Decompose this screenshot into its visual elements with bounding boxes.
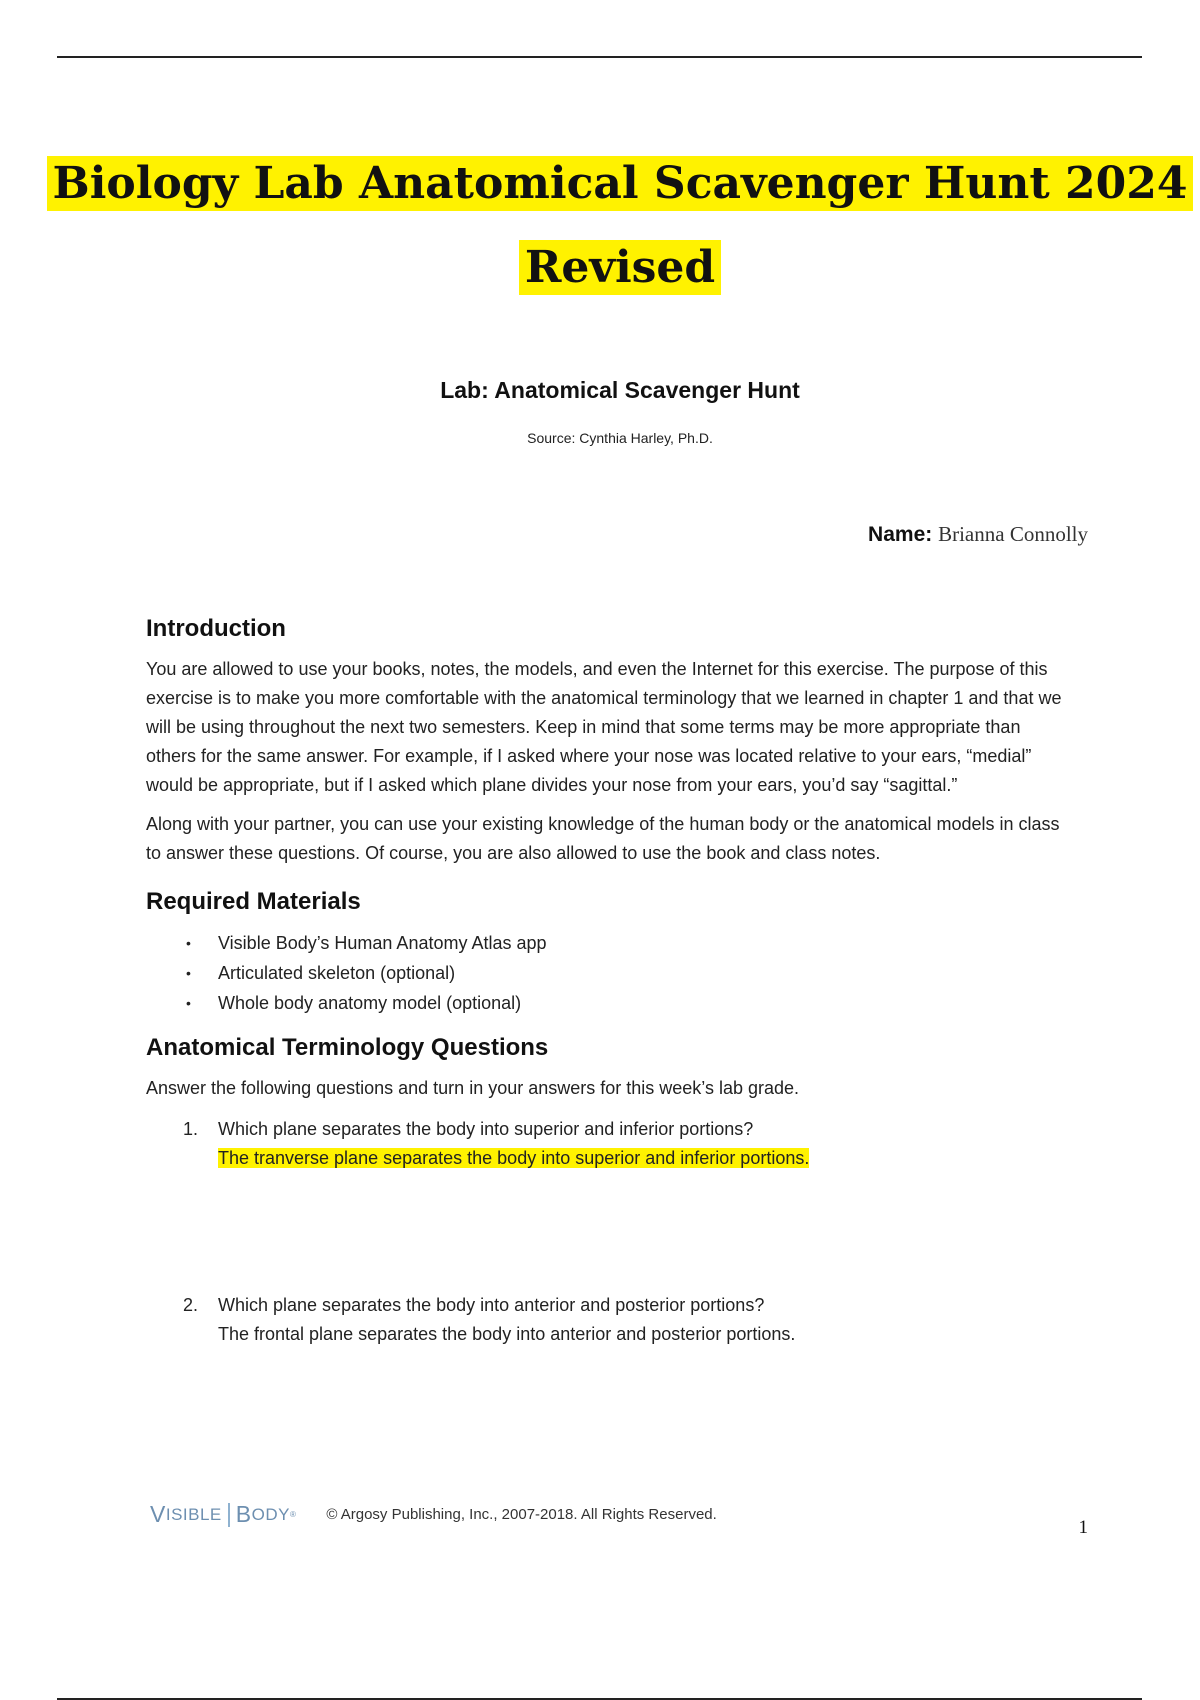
materials-list: [146, 928, 1066, 1018]
material-text: Whole body anatomy model (optional): [218, 993, 522, 1013]
lab-title: Lab: Anatomical Scavenger Hunt: [440, 377, 800, 403]
document-body: [146, 615, 1066, 1349]
bullet-icon: •: [186, 965, 191, 981]
page-footer: [150, 1501, 717, 1528]
material-text: Articulated skeleton (optional): [218, 963, 456, 983]
title-line-1: Biology Lab Anatomical Scavenger Hunt 2024: [47, 156, 1194, 211]
question-item-1: [146, 1115, 1066, 1173]
bullet-icon: •: [186, 935, 191, 951]
intro-paragraph-2: Along with your partner, you can use your existing knowledge of the human body or the anatomical models in class to answer these questions. Of course, you are also allowed to use the book and class notes.: [146, 814, 1060, 863]
logo-v: V: [150, 1501, 166, 1527]
bullet-icon: •: [186, 995, 191, 1011]
title-line-2: Revised: [519, 240, 721, 295]
answer-space: [146, 1173, 1066, 1291]
questions-instructions: Answer the following questions and turn in your answers for this week’s lab grade.: [146, 1078, 800, 1098]
page-number: 1: [1078, 1517, 1088, 1538]
list-item: [146, 928, 1066, 958]
name-value: Brianna Connolly: [938, 522, 1088, 546]
question-number: 2.: [183, 1295, 199, 1315]
logo-b: B: [235, 1501, 252, 1527]
intro-paragraph-1: You are allowed to use your books, notes, the models, and even the Internet for this exercise. The purpose of this exercise is to make you more comfortable with the anatomical terminology that we learned in chapter 1 and that we will be using throughout the next two semesters. Keep in mind that some terms may be more appropriate than others for the same answer. For example, if I asked where your nose was located relative to your ears, “medial” would be appropriate, but if I asked which plane divides your nose from your ears, you’d say “sagittal.”: [146, 659, 1062, 795]
list-item: [146, 958, 1066, 988]
logo-isible: ISIBLE: [165, 1504, 222, 1524]
name-label: Name:: [868, 523, 933, 546]
question-number: 1.: [183, 1119, 199, 1139]
list-item: [146, 988, 1066, 1018]
questions-heading: Anatomical Terminology Questions: [146, 1034, 549, 1061]
logo-ody: ODY: [251, 1504, 290, 1524]
copyright-text: © Argosy Publishing, Inc., 2007-2018. All Rights Reserved.: [326, 1506, 717, 1523]
material-text: Visible Body’s Human Anatomy Atlas app: [218, 933, 547, 953]
answer-text: The tranverse plane separates the body into superior and inferior portions.: [218, 1148, 810, 1168]
logo-divider: [228, 1503, 230, 1527]
questions-list: [146, 1115, 1066, 1349]
document-title: [0, 142, 1200, 310]
introduction-heading: Introduction: [146, 615, 286, 642]
logo-registered: ®: [289, 1510, 297, 1519]
visible-body-logo: [150, 1501, 296, 1528]
question-item-2: [146, 1291, 1066, 1349]
answer-text: The frontal plane separates the body into anterior and posterior portions.: [218, 1324, 796, 1344]
question-text: Which plane separates the body into anterior and posterior portions?: [218, 1295, 765, 1315]
student-name: [868, 522, 1088, 547]
top-rule: [57, 56, 1142, 58]
materials-heading: Required Materials: [146, 888, 361, 915]
question-text: Which plane separates the body into superior and inferior portions?: [218, 1119, 754, 1139]
source-line: Source: Cynthia Harley, Ph.D.: [527, 430, 713, 446]
